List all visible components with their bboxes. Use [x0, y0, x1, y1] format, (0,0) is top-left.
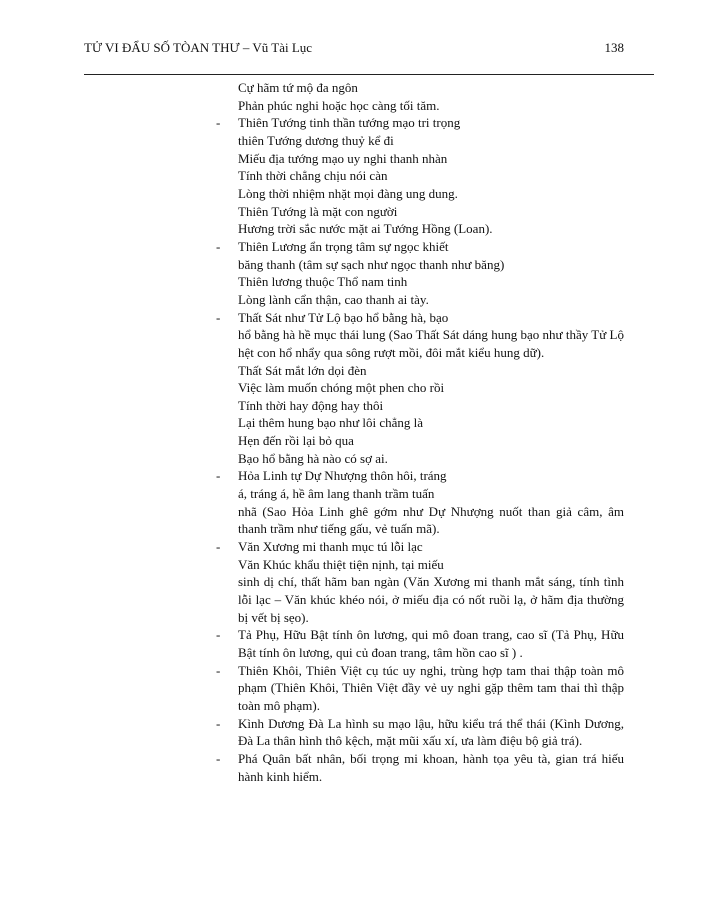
verse-line: Thất Sát mắt lớn dọi đèn	[238, 362, 367, 378]
verse-line: Tả Phụ, Hữu Bật tính ôn lương, qui mô đoan trang, cao sĩ (Tả Phụ, Hữu Bật tính ôn lương, qui củ đoan trang, tâm hồn cao sĩ ) .	[238, 627, 624, 660]
running-title: TỬ VI ĐẨU SỐ TÒAN THƯ – Vũ Tài Lục	[84, 40, 313, 55]
verse-line: Tính thời chẳng chịu nói càn	[238, 168, 388, 184]
verse-line: băng thanh (tâm sự sạch như ngọc thanh như băng)	[238, 256, 505, 272]
list-bullet: -	[216, 115, 221, 131]
verse-line: thiên Tướng dương thuỷ kể đi	[238, 132, 394, 148]
verse-line: Phản phúc nghi hoặc học càng tối tăm.	[238, 97, 440, 113]
verse-line: Lòng thời nhiệm nhặt mọi đàng ung dung.	[238, 185, 458, 201]
verse-line: Thiên Khôi, Thiên Việt cụ túc uy nghi, trùng hợp tam thai thập toàn mô phạm (Thiên Khôi, Thiên Việt đầy vẻ uy nghi gặp thêm tam thai thì thập toàn mô phạm).	[238, 662, 624, 713]
verse-line: Thiên Tướng là mặt con người	[238, 203, 398, 219]
verse-line: sinh dị chí, thất hãm ban ngàn (Văn Xương mi thanh mắt sáng, tính tình lỗi lạc – Văn khúc khéo nói, ở miếu địa có nốt ruồi lạ, ở hãm địa thường bị vết bị sẹo).	[238, 574, 624, 625]
verse-entry	[216, 79, 624, 114]
verse-entry	[216, 309, 624, 468]
page-body	[216, 79, 624, 785]
verse-entry	[216, 467, 624, 538]
verse-entry	[216, 750, 624, 785]
verse-line: Bạo hổ bằng hà nào có sợ ai.	[238, 450, 388, 466]
header-rule	[84, 74, 654, 75]
verse-line: Thiên lương thuộc Thổ nam tinh	[238, 274, 408, 290]
list-bullet: -	[216, 238, 221, 254]
verse-line: Lòng lành cẩn thận, cao thanh ai tày.	[238, 291, 429, 307]
verse-line: Hỏa Linh tự Dự Nhượng thôn hôi, tráng	[238, 468, 447, 484]
verse-line: Việc làm muốn chóng một phen cho rồi	[238, 380, 445, 396]
verse-entry	[216, 238, 624, 309]
verse-entry	[216, 626, 624, 661]
verse-line: Miếu địa tướng mạo uy nghi thanh nhàn	[238, 150, 448, 166]
list-bullet: -	[216, 662, 221, 678]
verse-line: Phá Quân bất nhân, bối trọng mi khoan, hành tọa yêu tà, gian trá hiếu hành kinh hiểm.	[238, 750, 624, 784]
list-bullet: -	[216, 468, 221, 484]
verse-line: Hương trời sắc nước mặt ai Tướng Hồng (Loan).	[238, 221, 493, 237]
page-number: 138	[604, 40, 624, 55]
list-bullet: -	[216, 627, 221, 643]
verse-line: Tính thời hay động hay thôi	[238, 397, 384, 413]
verse-line: Thiên Tướng tinh thần tướng mạo tri trọng	[238, 115, 461, 131]
list-bullet: -	[216, 715, 221, 731]
verse-entry	[216, 715, 624, 750]
verse-line: Thất Sát như Tử Lộ bạo hổ bằng hà, bạo	[238, 309, 449, 325]
verse-line: á, tráng á, hề âm lang thanh trầm tuấn	[238, 486, 435, 502]
list-bullet: -	[216, 750, 221, 766]
verse-line: Văn Xương mi thanh mục tú lỗi lạc	[238, 539, 423, 555]
verse-line: Văn Khúc khẩu thiệt tiện nịnh, tại miếu	[238, 556, 444, 572]
verse-entry	[216, 538, 624, 626]
page-header	[84, 40, 624, 60]
verse-line: nhã (Sao Hỏa Linh ghê gớm như Dự Nhượng nuốt than giả câm, âm thanh trầm như tiếng gấu, vẻ tuấn mã).	[238, 503, 624, 537]
verse-line: Hẹn đến rồi lại bỏ qua	[238, 433, 354, 449]
verse-entry	[216, 114, 624, 238]
verse-entry	[216, 662, 624, 715]
verse-line: Lại thêm hung bạo như lôi chẳng là	[238, 415, 424, 431]
verse-line: Kình Dương Đà La hình su mạo lậu, hữu kiểu trá thể thái (Kình Dương, Đà La thân hình thô kệch, mặt mũi xấu xí, ưa làm điệu bộ giả trá).	[238, 715, 624, 749]
verse-line: Thiên Lương ẩn trọng tâm sự ngọc khiết	[238, 238, 449, 254]
verse-line: hổ bằng hà hề mục thái lung (Sao Thất Sát dáng hung bạo như thầy Tử Lộ hệt con hổ nhẩy qua sông rượt mồi, đôi mắt kiểu hung dữ).	[238, 327, 624, 360]
list-bullet: -	[216, 309, 221, 325]
verse-line: Cự hãm tứ mộ đa ngôn	[238, 80, 358, 95]
list-bullet: -	[216, 539, 221, 555]
